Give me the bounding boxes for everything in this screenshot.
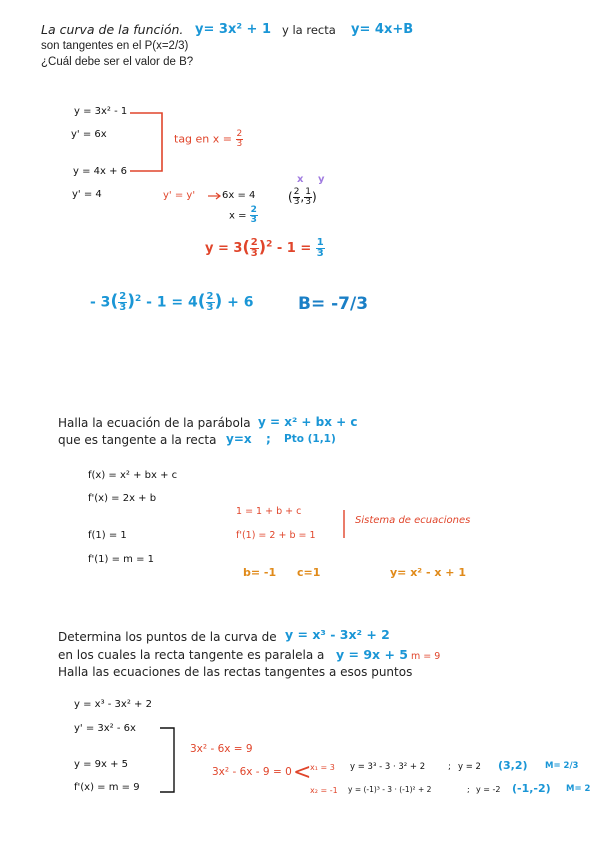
p1-final-pc2: ) xyxy=(214,291,223,312)
p1-coord-y xyxy=(304,188,312,207)
p2-intro-line2: que es tangente a la recta xyxy=(58,433,217,447)
p1-final-frac1 xyxy=(118,292,127,313)
p1-coord-x-num: 2 xyxy=(293,187,300,197)
p2-parabola-eq: y = x² + bx + c xyxy=(258,415,358,429)
p1-eval-den: 3 xyxy=(250,248,258,259)
p1-final-pc1: ) xyxy=(127,291,135,312)
p1-step-line-prime: y' = 4 xyxy=(72,189,102,200)
p3-intro-line2: en los cuales la recta tangente es paralela a xyxy=(58,648,325,662)
p1-eval-pc: ) xyxy=(258,237,267,256)
p3-root2-eval: y = (-1)³ - 3 · (-1)² + 2 xyxy=(348,785,432,794)
p2-step-f1: f(1) = 1 xyxy=(88,530,127,541)
p2-line-eq: y=x xyxy=(226,432,252,446)
p1-coord xyxy=(288,188,317,207)
p1-tag-label xyxy=(174,130,243,149)
p1-coord-close: ) xyxy=(311,190,317,204)
p3-root2-sep: ; xyxy=(467,785,470,794)
p1-eval-result xyxy=(316,238,325,259)
p1-final-left: - 3 xyxy=(90,294,111,311)
p3-eq-b: 3x² - 6x - 9 = 0 xyxy=(212,766,292,778)
p1-eval-left: y = 3 xyxy=(205,241,243,256)
p1-x-num: 2 xyxy=(250,205,257,215)
p1-x-frac xyxy=(250,206,258,225)
p1-eval-res-den: 3 xyxy=(316,248,324,259)
bracket-p1 xyxy=(130,113,162,171)
p1-coord-open: ( xyxy=(288,190,293,204)
p3-root1-y: y = 2 xyxy=(458,762,481,772)
p3-slope: m = 9 xyxy=(411,651,441,662)
p1-final-mid: - 1 = 4 xyxy=(146,294,198,311)
p1-x-label: x = xyxy=(229,210,247,222)
p1-final-d1: 3 xyxy=(119,302,127,313)
p3-root1-sep: ; xyxy=(448,762,451,772)
p3-root1-label: x₁ = 3 xyxy=(310,763,335,772)
p3-root1-point: (3,2) xyxy=(498,759,528,772)
p1-eval-num: 2 xyxy=(250,237,258,248)
p1-x-den: 3 xyxy=(250,215,257,225)
p1-coord-x-label: x xyxy=(297,174,304,185)
p2-point: Pto (1,1) xyxy=(284,433,336,445)
p3-root1-eval: y = 3³ - 3 · 3² + 2 xyxy=(350,762,426,772)
p1-coord-y-num: 1 xyxy=(305,187,311,197)
p2-result-eq: y= x² - x + 1 xyxy=(390,566,466,579)
p2-sys-label: Sistema de ecuaciones xyxy=(355,515,471,526)
p1-final-frac2 xyxy=(206,292,215,313)
p3-root2-point: (-1,-2) xyxy=(512,782,551,795)
p1-final-po2: ( xyxy=(197,291,206,312)
p1-intro-line2: son tangentes en el P(x=2/3) xyxy=(41,40,189,52)
p3-step-f: y = x³ - 3x² + 2 xyxy=(74,699,152,710)
p2-sys-eq1: 1 = 1 + b + c xyxy=(236,506,302,517)
p1-step-fprime: y' = 6x xyxy=(71,129,107,140)
p3-intro-line3: Halla las ecuaciones de las rectas tangentes a esos puntos xyxy=(58,665,413,679)
p1-x-result xyxy=(229,206,258,225)
p3-step-fprime-m: f'(x) = m = 9 xyxy=(74,782,140,793)
p1-evaluation xyxy=(205,238,325,259)
p3-root2-m: M= 2 xyxy=(566,784,591,794)
p1-eval-res-num: 1 xyxy=(316,237,324,248)
p3-intro-line1: Determina los puntos de la curva de xyxy=(58,630,277,644)
p1-final-tail: + 6 xyxy=(227,294,254,311)
p1-eq-prime-left: y' = y' xyxy=(163,190,196,201)
p3-curve-eq: y = x³ - 3x² + 2 xyxy=(285,627,390,642)
p1-eval-po: ( xyxy=(242,237,250,256)
p3-root1-m: M= 2/3 xyxy=(545,761,579,771)
p1-final-equation xyxy=(90,292,254,313)
p1-intro-line1: La curva de la función. xyxy=(41,22,184,37)
p1-final-d2: 3 xyxy=(206,302,214,313)
p2-result-c: c=1 xyxy=(297,566,321,579)
p1-tag-frac xyxy=(236,130,244,149)
p1-eq-prime-right: 6x = 4 xyxy=(222,190,256,201)
p1-coord-sep: , xyxy=(300,190,305,204)
p3-step-line: y = 9x + 5 xyxy=(74,759,129,770)
p3-eq-a: 3x² - 6x = 9 xyxy=(190,743,253,755)
p2-sys-eq2: f'(1) = 2 + b = 1 xyxy=(236,530,316,541)
bracket-p3 xyxy=(160,728,174,792)
p3-step-fprime: y' = 3x² - 6x xyxy=(74,723,136,734)
p2-separator: ; xyxy=(266,432,271,446)
p2-step-fprime1: f'(1) = m = 1 xyxy=(88,554,155,565)
p1-tag-den: 3 xyxy=(236,139,243,149)
p2-step-f: f(x) = x² + bx + c xyxy=(88,470,178,481)
p3-root2-y: y = -2 xyxy=(476,785,501,794)
p3-root2-label: x₂ = -1 xyxy=(310,786,338,795)
p3-brace: < xyxy=(293,760,312,785)
p1-eval-rest: - 1 = xyxy=(276,241,312,256)
p1-coord-y-label: y xyxy=(318,174,325,185)
p1-step-f: y = 3x² - 1 xyxy=(74,106,128,117)
p3-line-eq: y = 9x + 5 xyxy=(336,647,408,662)
p1-line-eq: y= 4x+B xyxy=(351,22,414,37)
p1-final-exp: 2 xyxy=(134,293,142,304)
p1-intro-line3: ¿Cuál debe ser el valor de B? xyxy=(41,56,194,68)
p1-final-n2: 2 xyxy=(206,291,214,302)
p1-tag-num: 2 xyxy=(236,129,243,139)
p1-coord-y-den: 3 xyxy=(305,197,311,207)
p1-final-po1: ( xyxy=(110,291,119,312)
p1-tag-text: tag en x = xyxy=(174,132,232,146)
p1-step-line: y = 4x + 6 xyxy=(73,166,128,177)
p1-curve-eq: y= 3x² + 1 xyxy=(195,22,272,37)
p2-step-fprime: f'(x) = 2x + b xyxy=(88,493,157,504)
p2-result-b: b= -1 xyxy=(243,566,277,579)
p2-intro-line1: Halla la ecuación de la parábola xyxy=(58,416,251,430)
p1-eval-exp: 2 xyxy=(266,239,273,250)
p1-eval-frac xyxy=(250,238,259,259)
p1-and-line: y la recta xyxy=(282,23,336,37)
p1-answer: B= -7/3 xyxy=(298,294,369,314)
p1-final-n1: 2 xyxy=(119,291,127,302)
p1-coord-x-den: 3 xyxy=(293,197,300,207)
